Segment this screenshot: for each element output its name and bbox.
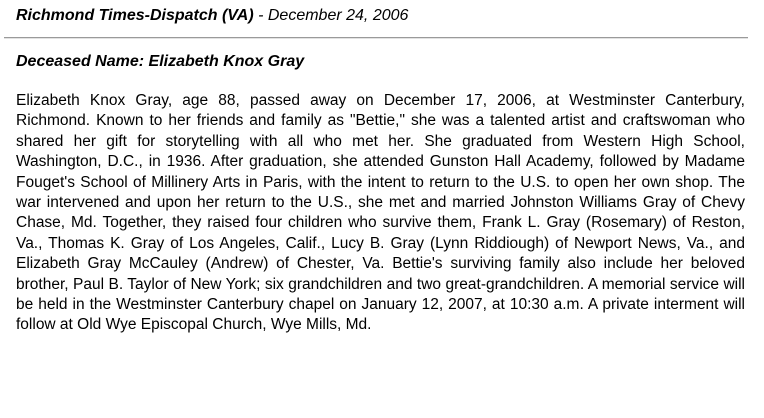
deceased-name-heading: Deceased Name: Elizabeth Knox Gray	[16, 53, 305, 70]
publication-date: December 24, 2006	[267, 7, 409, 24]
header-separator: -	[253, 7, 268, 24]
obituary-text: Elizabeth Knox Gray, age 88, passed away on December 17, 2006, at Westminster Canterbury, Richmond. Known to her friends and family as "Bettie," she was a talented artist and craftswoman who shared her gift for storytelling with all who met her. She graduated from Western High School, Washington, D.C., in 1936. After graduation, she attended Gunston Hall Academy, followed by Madame Fouget's School of Millinery Arts in Paris, with the intent to return to the U.S. to open her own shop. The war intervened and upon her return to the U.S., she met and married Johnston Williams Gray of Chevy Chase, Md. Together, they raised four children who survive them, Frank L. Gray (Rosemary) of Reston, Va., Thomas K. Gray of Los Angeles, Calif., Lucy B. Gray (Lynn Riddiough) of Newport News, Va., and Elizabeth Gray McCauley (Andrew) of Chester, Va. Bettie's surviving family also include her beloved brother, Paul B. Taylor of New York; six grandchildren and two great-grandchildren. A memorial service will be held in the Westminster Canterbury chapel on January 12, 2007, at 10:30 a.m. A private interment will follow at Old Wye Episcopal Church, Wye Mills, Md.	[16, 92, 745, 334]
publication-name: Richmond Times-Dispatch (VA)	[16, 7, 254, 24]
source-header	[16, 7, 408, 25]
header-divider	[4, 37, 748, 39]
